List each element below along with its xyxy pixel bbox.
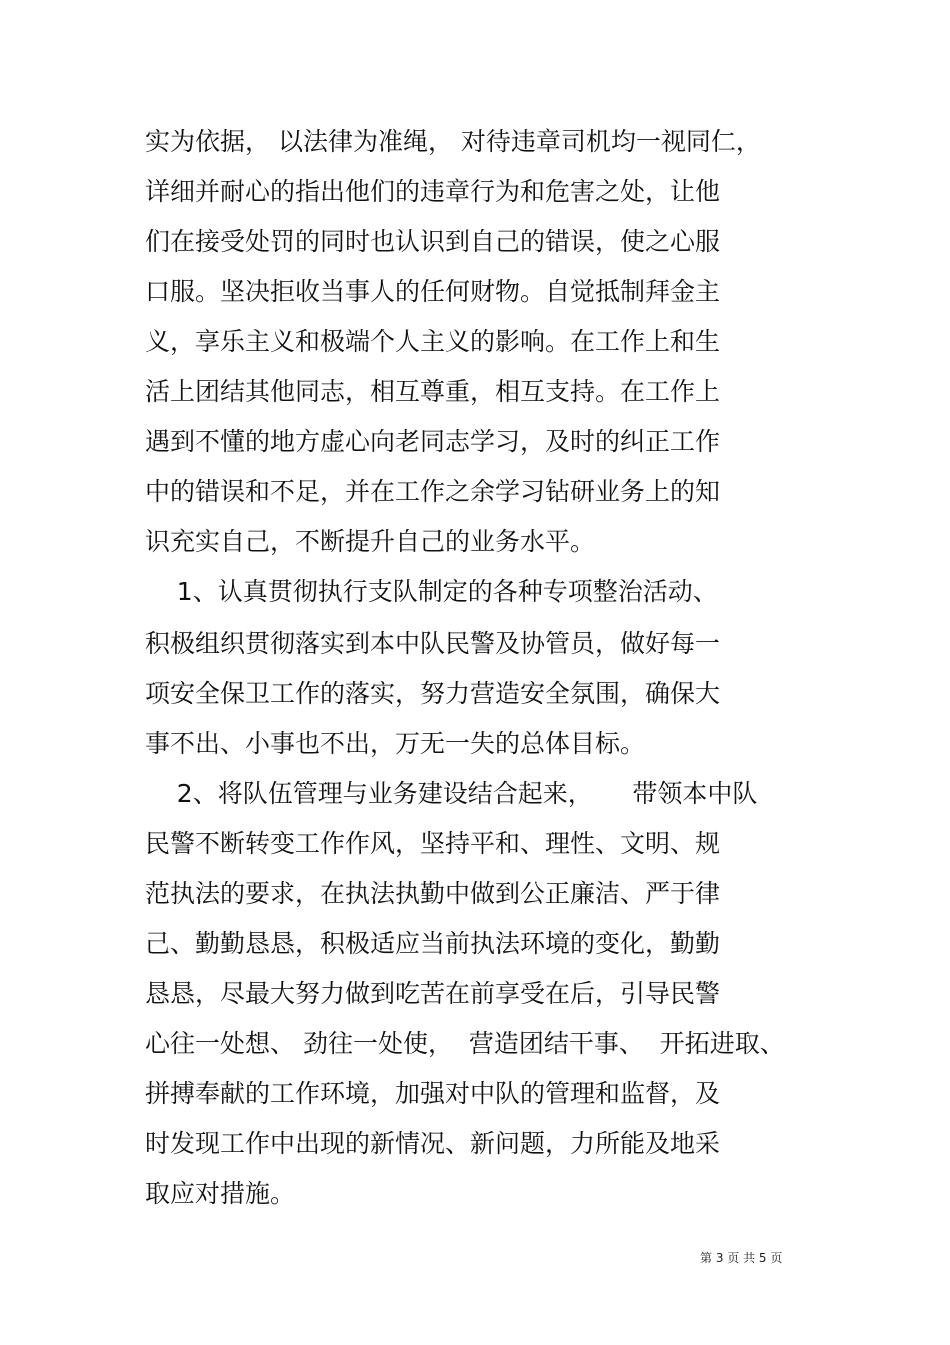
text-line: 民警不断转变工作作风，坚持平和、理性、文明、规 <box>145 829 721 858</box>
text-line: 心往一处想、 劲往一处使， 营造团结干事、 开拓进取、 <box>145 1029 785 1058</box>
text-line: 中的错误和不足，并在工作之余学习钻研业务上的知 <box>145 477 721 506</box>
text-line: 时发现工作中出现的新情况、新问题，力所能及地采 <box>145 1129 721 1158</box>
text-line: 活上团结其他同志，相互尊重，相互支持。在工作上 <box>145 377 721 406</box>
paragraph-1-first-line: 1、认真贯彻执行支队制定的各种专项整治活动、 <box>145 577 718 606</box>
text-line: 实为依据， 以法律为准绳， 对待违章司机均一视同仁， <box>145 127 761 156</box>
text-line: 遇到不懂的地方虚心向老同志学习，及时的纠正工作 <box>145 427 721 456</box>
text-line: 拼搏奉献的工作环境，加强对中队的管理和监督，及 <box>145 1079 721 1108</box>
text-line: 事不出、小事也不出，万无一失的总体目标。 <box>145 729 646 758</box>
text-line: 积极组织贯彻落实到本中队民警及协管员，做好每一 <box>145 629 721 658</box>
text-line: 取应对措施。 <box>145 1179 296 1208</box>
text-line: 识充实自己，不断提升自己的业务水平。 <box>145 527 596 556</box>
text-line: 详细并耐心的指出他们的违章行为和危害之处，让他 <box>145 177 721 206</box>
text-line: 义，享乐主义和极端个人主义的影响。在工作上和生 <box>145 327 721 356</box>
page-number-footer: 第 3 页 共 5 页 <box>700 1251 783 1265</box>
text-line: 己、勤勤恳恳，积极适应当前执法环境的变化，勤勤 <box>145 929 721 958</box>
text-line: 口服。坚决拒收当事人的任何财物。自觉抵制拜金主 <box>145 277 721 306</box>
paragraph-2-first-line: 2、将队伍管理与业务建设结合起来， 带领本中队 <box>145 779 758 808</box>
text-line: 恳恳，尽最大努力做到吃苦在前享受在后，引导民警 <box>145 979 721 1008</box>
text-line: 项安全保卫工作的落实，努力营造安全氛围，确保大 <box>145 679 721 708</box>
text-line: 范执法的要求，在执法执勤中做到公正廉洁、严于律 <box>145 879 721 908</box>
text-line: 们在接受处罚的同时也认识到自己的错误，使之心服 <box>145 227 721 256</box>
